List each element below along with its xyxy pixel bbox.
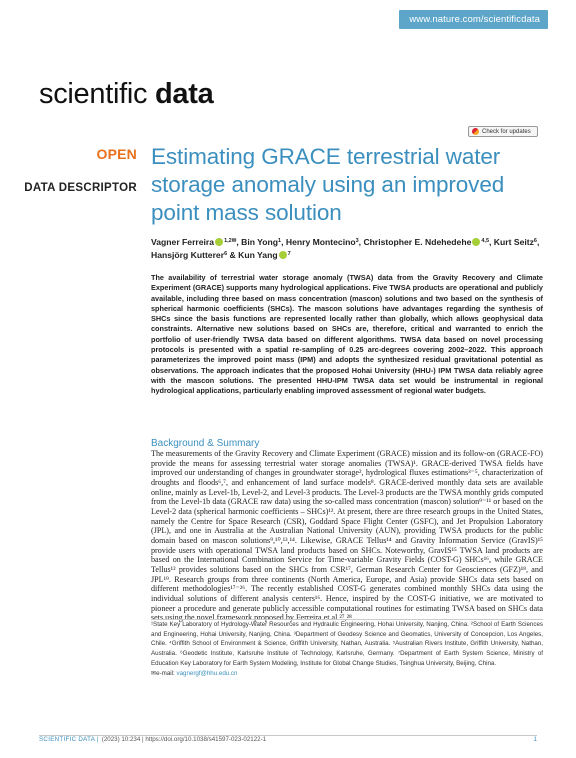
email-link[interactable]: vagnergf@hhu.edu.cn	[176, 669, 238, 677]
author-affiliation-sup: 1	[278, 238, 282, 244]
open-access-label: OPEN	[96, 146, 137, 162]
page-footer	[39, 735, 537, 743]
journal-logo	[39, 78, 213, 111]
page-number: 1	[533, 736, 537, 743]
author-affiliation-sup: 1,2✉	[224, 238, 237, 244]
check-for-updates-button[interactable]	[468, 126, 538, 137]
article-title: Estimating GRACE terrestrial water storage anomaly using an improved point mass solution	[151, 144, 505, 225]
author-separator: ,	[281, 237, 286, 247]
journal-logo-light: scientific	[39, 78, 148, 110]
author-name[interactable]: Bin Yong	[241, 237, 279, 247]
author-separator: ,	[536, 237, 540, 247]
affiliations-text: ¹State Key Laboratory of Hydrology-Water Resources and Hydraulic Engineering, Hohai University, Nanjing, China. ²School of Earth Sciences and Engineering, Hohai University, Nanjing, China. ³Department of Geodesy Science and Geomatics, University of Concepcion, Los Angeles, Chile. ⁴Griffith School of Environment & Science, Griffith University, Nathan, Australia. ⁵Australian Rivers Institute, Griffith University, Nathan, Australia. ⁶Geodetic Institute, Karlsruhe Institute of Technology, Karlsruhe, Germany. ⁷Department of Earth System Science, Ministry of Education Key Laboratory for Earth System Modeling, Institute for Global Change Studies, Tsinghua University, Beijing, China.	[151, 621, 543, 667]
author-name[interactable]: Christopher E. Ndehedehe	[363, 237, 472, 247]
email-prefix: ✉e-mail:	[151, 669, 177, 677]
footer-citation[interactable]: (2023) 10:234 | https://doi.org/10.1038/s41597-023-02122-1	[101, 736, 267, 743]
author-affiliation-sup: 6	[224, 251, 228, 257]
orcid-icon[interactable]	[215, 238, 223, 246]
author-name[interactable]: Henry Montecino	[285, 237, 356, 247]
body-paragraph: The measurements of the Gravity Recovery and Climate Experiment (GRACE) mission and its follow-on (GRACE-FO) provide the means for assessing terrestrial water storage anomalies (TWSA)¹. GRACE-derived TWSA fields have improved our understanding of changes in groundwater storage², hydrological fluxes estimations³⁻⁵, characterization of droughts and floods⁶,⁷, and enhancement of land surface models⁸. GRACE-derived monthly data sets are available online, mainly as Level-1b, Level-2, and Level-3 products. The Level-3 products are the TWSA monthly grids computed from the Level-1b data (GRACE raw data) using the so-called mass concentration (mascon) solution⁹⁻¹¹ or based on the Level-2 data (spherical harmonic coefficients – SHCs)¹². At present, there are three research groups in the United States, namely the Centre for Space Research (CSR), Goddard Space Flight Center (GSFC), and Jet Propulsion Laboratory (JPL), and one in Australia at the Australian National University (AUN), providing TWSA products for the public domain based on mascon solutions⁹,¹⁰,¹³,¹⁴. Likewise, GRACE Tellus¹⁴ and Gravity Information Service (GravIS)¹⁵ provide users with operational TWSA land products based on SHCs. Noteworthy, GravIS¹⁵ TWSA land products are based on the International Combination Service for Time-variable Gravity Fields (COST-G) SHCs¹⁶, while GRACE Tellus¹² provides solutions based on the SHCs from CSR¹⁷, German Research Center for Geosciences (GFZ)¹⁸, and JPL¹⁹. Research groups from three continents (North America, Europe, and Asia) provide SHCs data sets based on different methodologies¹⁷⁻²⁶. The recently established COST-G generates combined monthly SHCs data using the individual solutions of different analysis centers¹⁶. Hence, inspired by the COST-G initiative, we are motivated to pioneer a procedure and generate publicly accessible computational routines for estimating TWSA based on SHCs data sets using the novel framework proposed by Ferreira et al.²⁷,²⁸.	[151, 449, 543, 623]
journal-url-link[interactable]: www.nature.com/scientificdata	[399, 10, 548, 29]
author-affiliation-sup: 4,5	[481, 238, 490, 244]
author-list	[151, 236, 546, 262]
author-separator: ,	[358, 237, 364, 247]
author-name[interactable]: Kun Yang	[238, 250, 278, 260]
author-separator: &	[227, 250, 239, 260]
journal-logo-bold: data	[154, 78, 214, 110]
footer-journal: SCIENTIFIC DATA |	[39, 736, 99, 743]
author-name[interactable]: Hansjörg Kutterer	[151, 250, 225, 260]
author-affiliation-sup: 3	[355, 238, 359, 244]
check-for-updates-label: Check for updates	[482, 128, 531, 135]
crossmark-icon	[472, 128, 479, 135]
author-name[interactable]: Kurt Seitz	[493, 237, 534, 247]
affiliations	[151, 619, 543, 678]
abstract: The availability of terrestrial water storage anomaly (TWSA) data from the Gravity Recovery and Climate Experiment (GRACE) supports many hydrological applications. Five TWSA products are operational and publicly available, including three based on mass concentration (mascon) solutions and two based on the synthesis of spherical harmonic coefficients (SHCs). The mascon solutions have advantages regarding the synthesis of SHCs since the basis functions are represented locally rather than globally, which allows geophysical data constraints. Alternative new solutions based on SHCs are, therefore, critical and warranted to enrich the portfolio of user-friendly TWSA data based on different algorithms. TWSA data based on novel processing protocols is presented with a spatial re-sampling of 0.25 arc-degrees covering 2002–2022. This approach parameterizes the improved point mass (IPM) and adopts the synthesized residual gravitational potential as observations. The approach indicates that the proposed Hohai University (HHU-) IPM TWSA data reliably agree with the mascon solutions. The presented HHU-IPM TWSA data set would be instrumental in regional hydrological applications, particularly enabling improved assessment of regional water budgets.	[151, 273, 543, 396]
author-separator: ,	[489, 237, 494, 247]
article-type-label: DATA DESCRIPTOR	[24, 182, 137, 194]
section-heading: Background & Summary	[151, 438, 260, 449]
author-separator: ,	[236, 237, 242, 247]
orcid-icon[interactable]	[472, 238, 480, 246]
author-name[interactable]: Vagner Ferreira	[151, 237, 215, 247]
author-affiliation-sup: 6	[533, 238, 537, 244]
author-affiliation-sup: 7	[287, 251, 291, 257]
orcid-icon[interactable]	[279, 251, 287, 259]
